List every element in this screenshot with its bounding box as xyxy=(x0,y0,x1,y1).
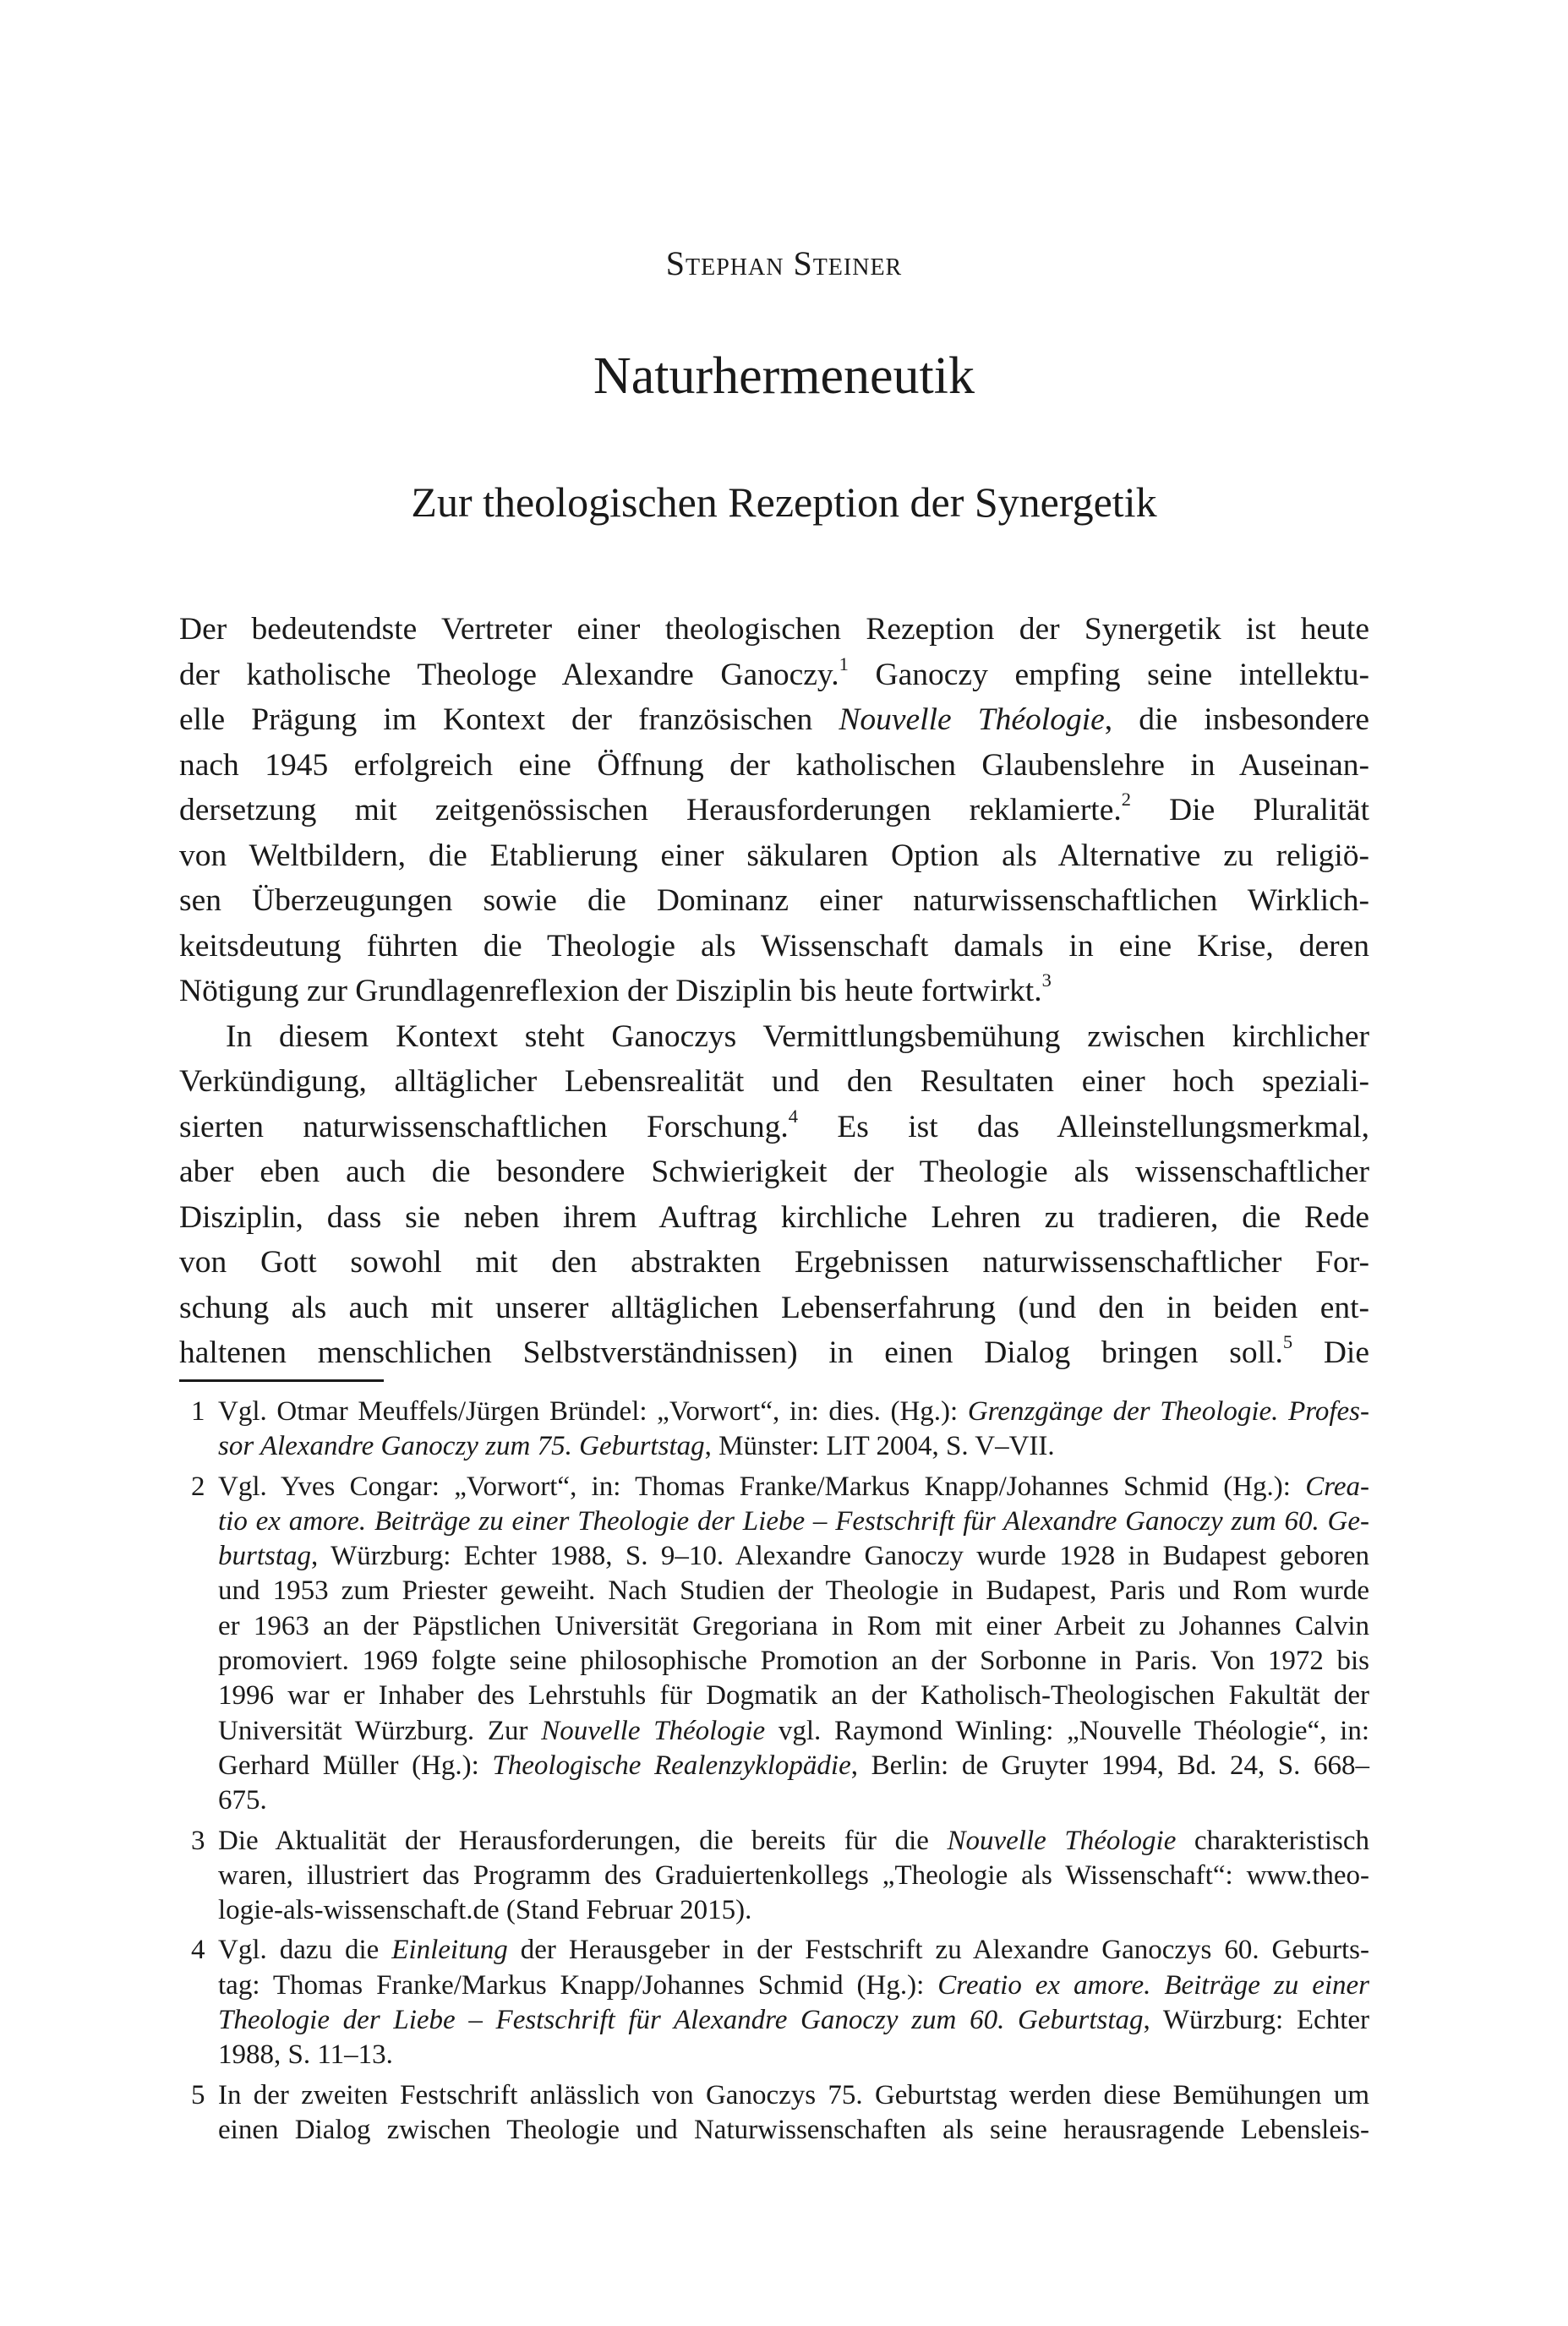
body-line xyxy=(179,1286,1369,1331)
text-segment: Die xyxy=(1292,1335,1369,1370)
italic-text: Theologische Realenzyklopädie xyxy=(492,1750,851,1781)
text-segment: sen Überzeugungen sowie die Dominanz einer naturwissenschaftlichen Wirklich- xyxy=(179,883,1369,918)
text-segment: waren, illustriert das Programm des Graduiertenkollegs „Theologie als Wissenschaft“: www.theo- xyxy=(218,1859,1369,1891)
footnote-number: 4 xyxy=(191,1935,205,1966)
text-segment: 1996 war er Inhaber des Lehrstuhls für Dogmatik an der Katholisch-Theologischen Fakultät der xyxy=(218,1680,1369,1712)
text-segment: logie-als-wissenschaft.de (Stand Februar 2015). xyxy=(218,1895,752,1926)
footnote-line xyxy=(179,2113,1369,2148)
footnote-line xyxy=(179,1539,1369,1574)
footnote-line xyxy=(179,1470,1369,1504)
text-segment: tag: Thomas Franke/Markus Knapp/Johannes Schmid (Hg.): xyxy=(218,1969,938,2001)
footnote-line xyxy=(179,1933,1369,1968)
footnote-line xyxy=(179,2078,1369,2113)
footnote-number: 3 xyxy=(191,1825,205,1856)
text-segment: Der bedeutendste Vertreter einer theologischen Rezeption der Synergetik ist heute xyxy=(179,612,1369,647)
italic-text: Crea- xyxy=(1305,1471,1369,1502)
body-line xyxy=(179,878,1369,924)
footnote-gap xyxy=(179,2148,1369,2153)
body-line xyxy=(179,924,1369,969)
footnote-4 xyxy=(179,1933,1369,2072)
body-line xyxy=(179,1149,1369,1195)
text-segment: Vgl. Yves Congar: „Vorwort“, in: Thomas Franke/Markus Knapp/Johannes Schmid (Hg.): xyxy=(218,1471,1306,1502)
footnote-ref[interactable]: 2 xyxy=(1121,789,1131,811)
footnote-number: 2 xyxy=(191,1471,205,1502)
footnote-2 xyxy=(179,1470,1369,1819)
footnote-ref[interactable]: 5 xyxy=(1282,1331,1293,1353)
text-segment: haltenen menschlichen Selbstverständnissen) in einen Dialog bringen soll. xyxy=(179,1335,1283,1370)
text-segment: , Münster: LIT 2004, S. V–VII. xyxy=(704,1431,1055,1462)
italic-text: Theologie der Liebe – Festschrift für Alexandre Ganoczy zum 60. Geburtstag xyxy=(218,2005,1144,2036)
text-segment: vgl. Raymond Winling: „Nouvelle Théologie“, in: xyxy=(765,1715,1369,1746)
footnote-line xyxy=(179,1395,1369,1429)
text-segment: In der zweiten Festschrift anlässlich von Ganoczys 75. Geburtstag werden diese Bemühungen um xyxy=(218,2079,1369,2110)
footnotes xyxy=(179,1395,1369,2153)
text-segment: In diesem Kontext steht Ganoczys Vermittlungsbemühung zwischen kirchlicher xyxy=(226,1018,1369,1054)
body-line xyxy=(179,1105,1369,1150)
footnote-line xyxy=(179,1574,1369,1608)
text-segment: der Herausgeber in der Festschrift zu Alexandre Ganoczys 60. Geburts- xyxy=(507,1935,1369,1966)
footnote-ref[interactable]: 1 xyxy=(839,652,849,674)
italic-text: Grenzgänge der Theologie. Profes- xyxy=(967,1396,1370,1427)
text-segment: elle Prägung im Kontext der französischen xyxy=(179,702,839,737)
text-segment: Disziplin, dass sie neben ihrem Auftrag kirchliche Lehren zu tradieren, die Rede xyxy=(179,1199,1369,1235)
text-segment: Nötigung zur Grundlagenreflexion der Disziplin bis heute fortwirkt. xyxy=(179,974,1042,1008)
body-line xyxy=(179,1195,1369,1241)
text-segment: promoviert. 1969 folgte seine philosophische Promotion an der Sorbonne in Paris. Von 1972 bis xyxy=(218,1646,1369,1677)
text-segment: 1988, S. 11–13. xyxy=(218,2039,393,2071)
text-segment: aber eben auch die besondere Schwierigkeit der Theologie als wissenschaftlicher xyxy=(179,1155,1369,1189)
footnote-line xyxy=(179,1968,1369,2003)
footnote-line xyxy=(179,1609,1369,1644)
footnote-ref[interactable]: 3 xyxy=(1041,969,1052,991)
footnote-line xyxy=(179,1644,1369,1679)
italic-text: burtstag xyxy=(218,1541,312,1572)
footnote-5 xyxy=(179,2078,1369,2149)
text-segment: Universität Würzburg. Zur xyxy=(218,1715,542,1746)
footnote-ref[interactable]: 4 xyxy=(788,1105,798,1127)
footnote-number: 5 xyxy=(191,2079,205,2110)
italic-text: Nouvelle Théologie xyxy=(541,1715,766,1746)
footnote-line xyxy=(179,1679,1369,1713)
text-segment: Die Pluralität xyxy=(1131,793,1369,827)
body-line xyxy=(179,1059,1369,1105)
text-segment: 675. xyxy=(218,1785,267,1816)
text-segment: , Würzburg: Echter xyxy=(1143,2005,1369,2036)
text-segment: Vgl. dazu die xyxy=(218,1935,392,1966)
chapter-subtitle: Zur theologischen Rezeption der Synergetik xyxy=(411,478,1157,526)
body-line xyxy=(179,969,1369,1014)
body-line xyxy=(179,652,1369,698)
text-segment: Ganoczy empfing seine intellektu- xyxy=(848,657,1369,692)
body-line xyxy=(179,697,1369,743)
text-segment: Verkündigung, alltäglicher Lebensrealität und den Resultaten einer hoch speziali- xyxy=(179,1064,1369,1099)
text-segment: charakteristisch xyxy=(1176,1825,1369,1856)
text-segment: dersetzung mit zeitgenössischen Herausforderungen reklamierte. xyxy=(179,793,1122,827)
body-line xyxy=(179,743,1369,789)
body-line xyxy=(179,607,1369,652)
footnote-number: 1 xyxy=(191,1396,205,1427)
text-segment: Gerhard Müller (Hg.): xyxy=(218,1750,493,1781)
body-line xyxy=(179,1240,1369,1286)
text-segment: von Weltbildern, die Etablierung einer säkularen Option als Alternative zu religiö- xyxy=(179,838,1369,873)
footnote-line xyxy=(179,2003,1369,2038)
italic-text: tio ex amore. Beiträge zu einer Theologie der Liebe – Festschrift für Alexandre Ganoczy zum 60. Ge- xyxy=(218,1505,1369,1537)
footnote-line xyxy=(179,1714,1369,1749)
footnote-line xyxy=(179,1783,1369,1818)
text-segment: , die insbesondere xyxy=(1104,702,1369,737)
footnote-line xyxy=(179,1429,1369,1464)
text-segment: Vgl. Otmar Meuffels/Jürgen Bründel: „Vorwort“, in: dies. (Hg.): xyxy=(218,1396,968,1427)
footnote-3 xyxy=(179,1824,1369,1929)
text-segment: Die Aktualität der Herausforderungen, die bereits für die xyxy=(218,1825,948,1856)
text-segment: keitsdeutung führten die Theologie als Wissenschaft damals in eine Krise, deren xyxy=(179,928,1369,964)
body-line xyxy=(179,833,1369,879)
author-name: Stephan Steiner xyxy=(665,244,903,282)
text-segment: , Würzburg: Echter 1988, S. 9–10. Alexandre Ganoczy wurde 1928 in Budapest geboren xyxy=(311,1541,1369,1572)
footnote-line xyxy=(179,1893,1369,1928)
text-segment: der katholische Theologe Alexandre Ganoczy. xyxy=(179,657,839,692)
body-text xyxy=(179,607,1369,1376)
footnote-line xyxy=(179,1859,1369,1893)
italic-text: Nouvelle Théologie xyxy=(947,1825,1177,1856)
text-segment: einen Dialog zwischen Theologie und Naturwissenschaften als seine herausragende Lebensleis- xyxy=(218,2114,1369,2145)
body-line xyxy=(179,788,1369,833)
text-segment: Es ist das Alleinstellungsmerkmal, xyxy=(797,1109,1369,1144)
footnote-line xyxy=(179,2038,1369,2072)
text-segment: schung als auch mit unserer alltäglichen Lebenserfahrung (und den in beiden ent- xyxy=(179,1290,1369,1325)
body-line xyxy=(179,1330,1369,1376)
footnote-line xyxy=(179,1824,1369,1859)
text-segment: er 1963 an der Päpstlichen Universität Gregoriana in Rom mit einer Arbeit zu Johannes Calvin xyxy=(218,1610,1369,1641)
text-segment: nach 1945 erfolgreich eine Öffnung der katholischen Glaubenslehre in Auseinan- xyxy=(179,747,1369,783)
italic-text: Nouvelle Théologie xyxy=(839,702,1105,737)
footnote-separator xyxy=(179,1379,384,1382)
italic-text: Creatio ex amore. Beiträge zu einer xyxy=(937,1969,1369,2001)
chapter-title: Naturhermeneutik xyxy=(593,347,975,405)
italic-text: sor Alexandre Ganoczy zum 75. Geburtstag xyxy=(218,1431,705,1462)
text-segment: und 1953 zum Priester geweiht. Nach Studien der Theologie in Budapest, Paris und Rom wurde xyxy=(218,1575,1369,1607)
text-segment: von Gott sowohl mit den abstrakten Ergebnissen naturwissenschaftlicher For- xyxy=(179,1245,1369,1280)
footnote-line xyxy=(179,1504,1369,1539)
text-segment: sierten naturwissenschaftlichen Forschung. xyxy=(179,1109,789,1144)
italic-text: Einleitung xyxy=(391,1935,508,1966)
footnote-line xyxy=(179,1749,1369,1783)
text-segment: , Berlin: de Gruyter 1994, Bd. 24, S. 668– xyxy=(850,1750,1369,1781)
footnote-1 xyxy=(179,1395,1369,1465)
body-line xyxy=(179,1014,1369,1060)
